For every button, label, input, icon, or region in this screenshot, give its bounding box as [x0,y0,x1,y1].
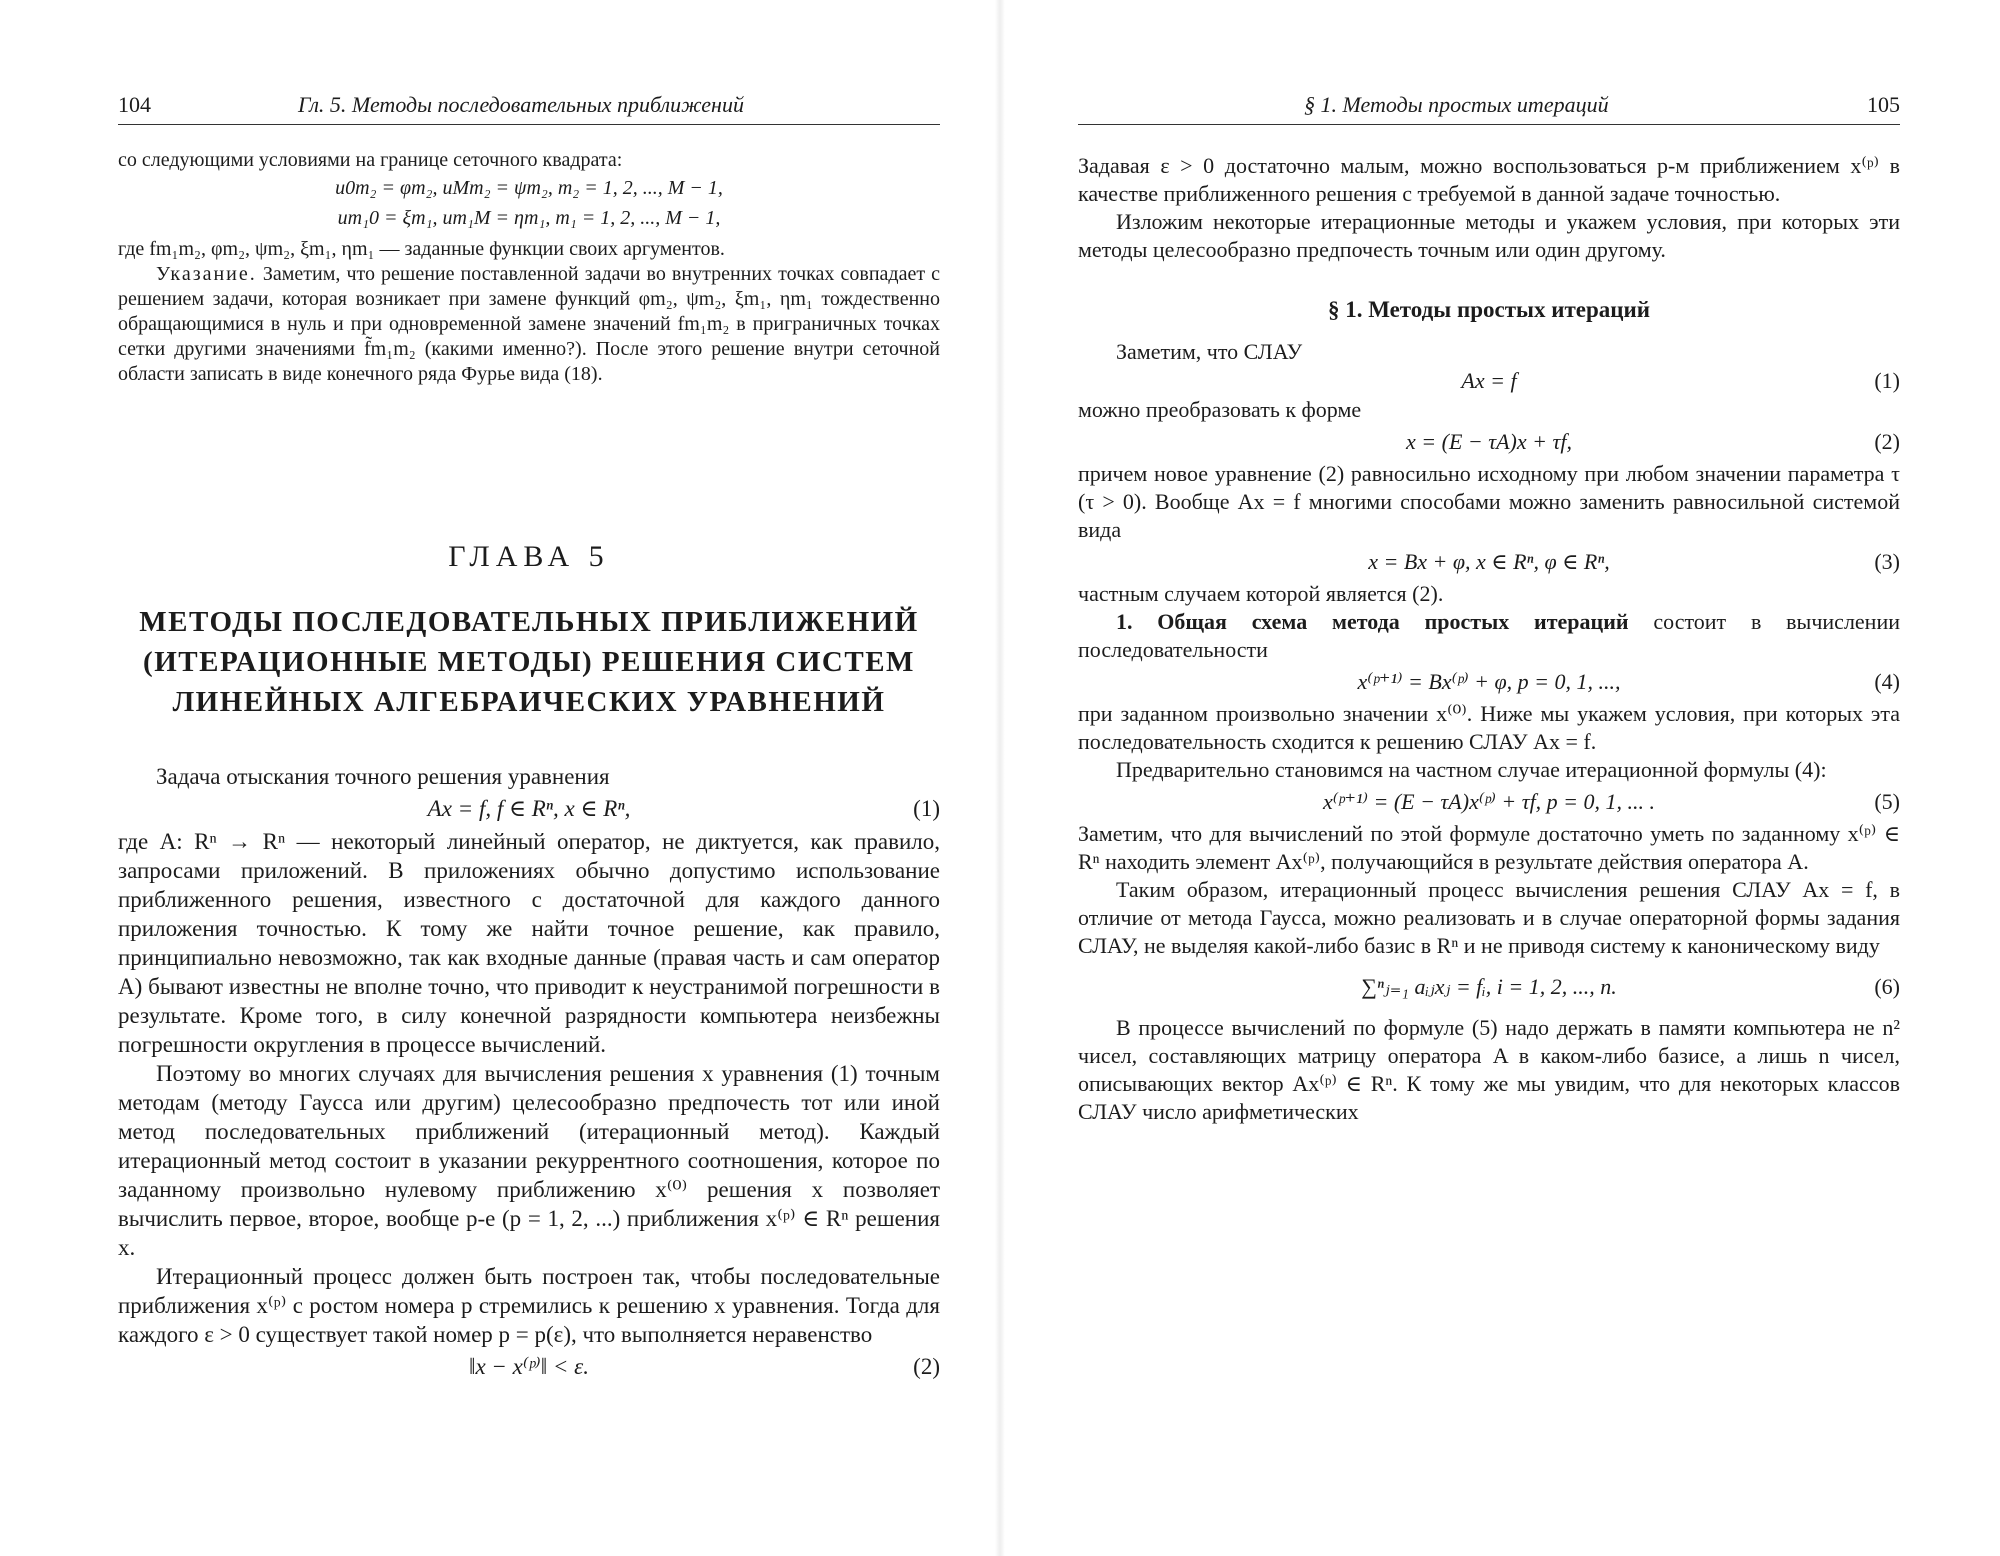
section-title: § 1. Методы простых итераций [1327,297,1651,322]
paragraph-1: Задача отыскания точного решения уравнения [156,764,610,789]
left-running-head [118,92,940,124]
right-equation-6-number: (6) [1874,974,1900,999]
right-item-1 [1078,608,1900,664]
right-equation-3-number: (3) [1874,549,1900,574]
right-main-column [1078,152,1900,1126]
right-equation-2: x = (E − τA)x + τf, (2) [1078,424,1900,460]
right-paragraph-8: Предварительно становимся на частном случае итерационной формулы (4): [1116,757,1827,782]
chapter-title-line-2: (ИТЕРАЦИОННЫЕ МЕТОДЫ) РЕШЕНИЯ СИСТЕМ [143,646,915,678]
right-page [1000,0,2000,1556]
right-equation-4: x⁽ᵖ⁺¹⁾ = Bx⁽ᵖ⁾ + φ, p = 0, 1, ..., (4) [1078,664,1900,700]
right-equation-1: Ax = f (1) [1078,366,1900,396]
left-top-column [118,148,940,387]
chapter-title-line-3: ЛИНЕЙНЫХ АЛГЕБРАИЧЕСКИХ УРАВНЕНИЙ [172,686,886,718]
chapter-title-line-1: МЕТОДЫ ПОСЛЕДОВАТЕЛЬНЫХ ПРИБЛИЖЕНИЙ [139,606,919,638]
right-running-title: § 1. Методы простых итераций [1304,92,1609,117]
right-equation-5-number: (5) [1874,789,1900,814]
right-running-head [1078,92,1900,124]
boundary-equation-1: u0m₂ = φm₂, uMm₂ = ψm₂, m₂ = 1, 2, ..., M − 1, [335,177,723,199]
equation-2-number: (2) [913,1354,940,1379]
right-paragraph-7: при заданном произвольно значении x⁽⁰⁾. Ниже мы укажем условия, при которых эта последовательность сходится к решению СЛАУ Ax = f. [1078,701,1900,754]
item-1-text: состоит в вычислении последовательности [1078,609,1901,662]
equation-1-number: (1) [913,796,940,821]
hint-label: Указание. [156,263,257,285]
right-equation-1-number: (1) [1874,368,1900,393]
right-equation-3: x = Bx + φ, x ∈ Rⁿ, φ ∈ Rⁿ, (3) [1078,544,1900,580]
right-paragraph-4: можно преобразовать к форме [1078,397,1362,422]
right-paragraph-9: Заметим, что для вычислений по этой формуле достаточно уметь по заданному x⁽ᵖ⁾ ∈ Rⁿ находить элемент Ax⁽ᵖ⁾, получающийся в результате действия оператора A. [1078,821,1900,874]
boundary-equation-2: um₁0 = ξm₁, um₁M = ηm₁, m₁ = 1, 2, ..., M − 1, [337,207,721,229]
paragraph-2: где A: Rⁿ → Rⁿ — некоторый линейный оператор, не диктуется, как правило, запросами приложений. В приложениях обычно допустимо использование приближенного решения, известного с достаточной для каждого данного приложения точностью. К тому же найти точное решение, как правило, принципиально невозможно, так как входные данные (правая часть и сам оператор A) бывают известны не вполне точно, что приводит к неустранимой погрешности в результате. Кроме того, в силу конечной разрядности компьютера неизбежны погрешности округления в процессе вычислений. [118,829,940,1057]
hint-paragraph [118,262,940,387]
right-equation-5: x⁽ᵖ⁺¹⁾ = (E − τA)x⁽ᵖ⁾ + τf, p = 0, 1, ... . (5) [1078,784,1900,820]
right-page-number: 105 [1867,92,1900,117]
right-paragraph-5: причем новое уравнение (2) равносильно исходному при любом значении параметра τ (τ > 0). Вообще Ax = f многими способами можно заменить равносильной системой вида [1078,461,1900,542]
left-main-column [118,762,940,1385]
paragraph-4: Итерационный процесс должен быть построен так, чтобы последовательные приближения x⁽ᵖ⁾ с ростом номера p стремились к решению x уравнения. Тогда для каждого ε > 0 существует такой номер p = p(ε), что выполняется неравенство [118,1264,940,1347]
left-page-number: 104 [118,92,151,117]
hint-text: Заметим, что решение поставленной задачи во внутренних точках совпадает с решением задачи, которая возникает при замене функций φm₂, ψm₂, ξm₁, ηm₁ тождественно обращающимися в нуль и при одновременной замене значений fm₁m₂ в приграничных точках сетки другими значениями f̃m₁m₂ (какими именно?). После этого решение внутри сеточной области записать в виде конечного ряда Фурье вида (18). [118,263,941,385]
right-equation-6: ∑ⁿⱼ₌₁ aᵢⱼxⱼ = fᵢ, i = 1, 2, ..., n. (6) [1078,960,1900,1014]
chapter-heading [118,540,940,722]
chapter-label: ГЛАВА 5 [448,540,610,573]
right-paragraph-2: Изложим некоторые итерационные методы и укажем условия, при которых эти методы целесообразно предпочесть точным или один другому. [1078,209,1900,262]
boundary-note: где fm₁m₂, φm₂, ψm₂, ξm₁, ηm₁ — заданные функции своих аргументов. [118,238,725,260]
right-paragraph-1: Задавая ε > 0 достаточно малым, можно воспользоваться p-м приближением x⁽ᵖ⁾ в качестве приближенного решения с требуемой в данной задаче точностью. [1078,153,1900,206]
right-header-rule [1078,124,1900,125]
left-running-title: Гл. 5. Методы последовательных приближений [298,92,744,117]
right-paragraph-3: Заметим, что СЛАУ [1116,339,1303,364]
equation-1: Ax = f, f ∈ Rⁿ, x ∈ Rⁿ, (1) [118,791,940,827]
right-equation-4-number: (4) [1874,669,1900,694]
right-paragraph-11: В процессе вычислений по формуле (5) надо держать в памяти компьютера не n² чисел, составляющих матрицу оператора A в каком-либо базисе, а лишь n чисел, описывающих вектор Ax⁽ᵖ⁾ ∈ Rⁿ. К тому же мы увидим, что для некоторых классов СЛАУ число арифметических [1078,1015,1900,1124]
intro-line: со следующими условиями на границе сеточного квадрата: [118,149,623,171]
right-paragraph-6: частным случаем которой является (2). [1078,581,1444,606]
right-equation-2-number: (2) [1874,429,1900,454]
paragraph-3: Поэтому во многих случаях для вычисления решения x уравнения (1) точным методам (методу Гаусса или другим) целесообразно предпочесть тот или иной метод последовательных приближений (итерационный метод). Каждый итерационный метод состоит в указании рекуррентного соотношения, которое по заданному произвольно нулевому приближению x⁽⁰⁾ решения x позволяет вычислить первое, второе, вообще p-е (p = 1, 2, ...) приближения x⁽ᵖ⁾ ∈ Rⁿ решения x. [118,1061,940,1260]
right-paragraph-10: Таким образом, итерационный процесс вычисления решения СЛАУ Ax = f, в отличие от метода Гаусса, можно реализовать и в случае операторной формы задания СЛАУ, не выделяя какой-либо базис в Rⁿ и не приводя систему к каноническому виду [1078,877,1900,958]
item-1-heading: 1. Общая схема метода простых итераций [1116,609,1629,634]
equation-2: ‖x − x⁽ᵖ⁾‖ < ε. (2) [118,1349,940,1385]
left-header-rule [118,124,940,125]
